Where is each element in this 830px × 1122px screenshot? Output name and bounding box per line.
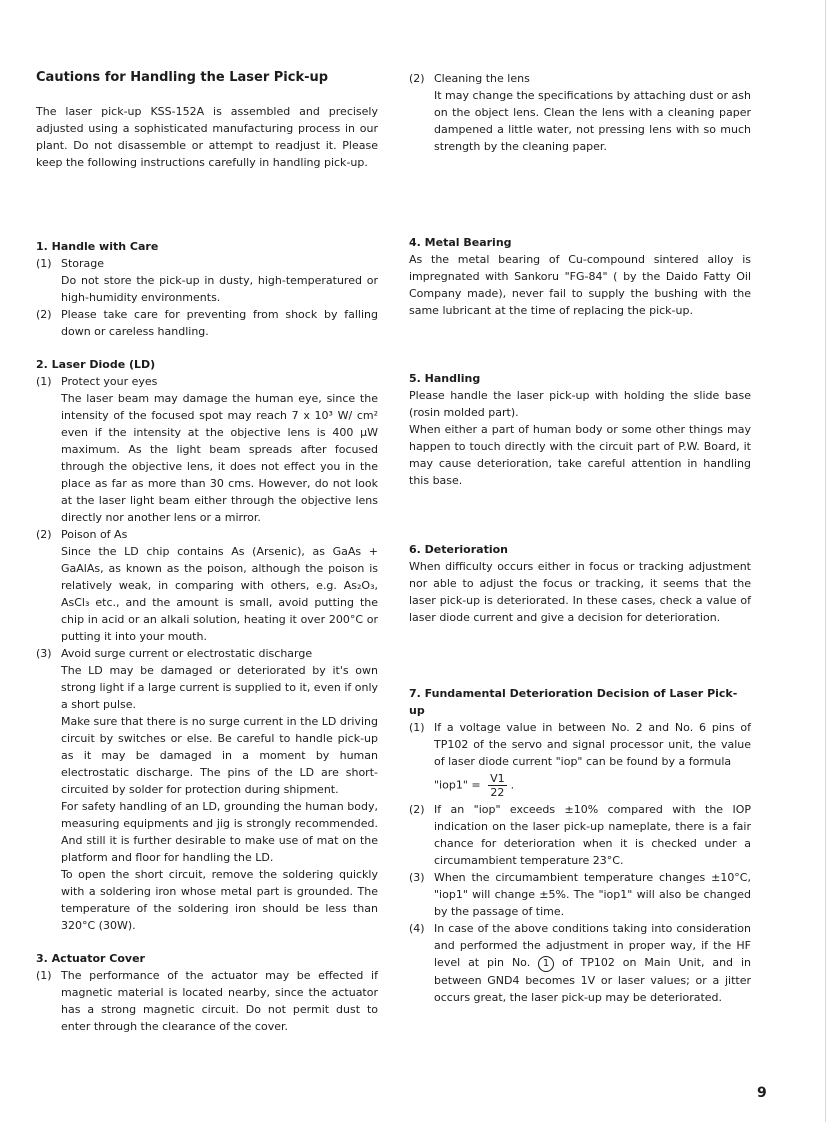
right-column (409, 70, 751, 1004)
intro-paragraph: The laser pick-up KSS-152A is assembled and precisely adjusted using a sophisticated manufacturing process in our plant. Do not disassemble or attempt to readjust it. Please keep the following instructions carefully in handling pick-up. (36, 105, 378, 169)
list-item: (2) Please take care for preventing from shock by falling down or careless handling. (36, 308, 378, 338)
section-laser-diode (36, 356, 378, 934)
section-heading: 2. Laser Diode (LD) (36, 358, 156, 371)
section-metal-bearing (409, 234, 751, 319)
item-title: Protect your eyes (61, 375, 158, 388)
formula-end: . (510, 778, 515, 792)
section-heading: 6. Deterioration (409, 543, 508, 556)
cleaning-lens-item: (2) Cleaning the lens It may change the specifications by attaching dust or ash on the object lens. Clean the lens with a cleaning paper dampened a little water, not pressing lens with so much strength by the cleaning paper. (409, 72, 751, 153)
item-text: Do not store the pick-up in dusty, high-temperatured or high-humidity environments. (61, 274, 378, 304)
list-item: (1) The performance of the actuator may be effected if magnetic material is located nearby, since the actuator has a strong magnetic circuit. Do not permit dust to enter through the clearance of the cover. (36, 969, 378, 1033)
formula-fraction (488, 772, 507, 799)
item-title: Storage (61, 257, 105, 270)
list-item: (2) If an "iop" exceeds ±10% compared with the IOP indication on the laser pick-up nameplate, there is a fair chance for deterioration when it is checked under a circumambient temperature 23°C. (409, 803, 751, 867)
item-title: Cleaning the lens (434, 72, 530, 85)
list-item: (2) Poison of As Since the LD chip contains As (Arsenic), as GaAs + GaAlAs, as known as the poison, although the poison is relatively weak, in comparing with others, e.g. As₂O₃, AsCl₃ etc., and the amount is small, avoid putting the chip in acid or an alkali solution, heating it over 200°C or putting it into your mouth. (36, 528, 378, 643)
item-text: Please take care for preventing from shock by falling down or careless handling. (61, 308, 378, 338)
iop-formula (434, 772, 751, 799)
item-text: Make sure that there is no surge current in the LD driving circuit by switches or else. Be careful to handle pick-up as it may be damaged in a moment by human electrostatic discharge. The pins of the LD are short-circuited by solder for protection during shipment. (61, 715, 378, 796)
section-text: As the metal bearing of Cu-compound sintered alloy is impregnated with Sankoru "FG-84" ( by the Daido Fatty Oil Company made), never fail to supply the bushing with the same lubricant at the time of replacing the pick-up. (409, 253, 751, 317)
item-text: The laser beam may damage the human eye, since the intensity of the focused spot may reach 7 x 10³ W/ cm² even if the intensity at the objective lens is 400 μW maximum. As the light beam spreads after focused through the objective lens, it does not effect you in the place as far as more than 30 cms. However, do not look at the laser light beam either through the objective lens directly nor another lens or a mirror. (61, 392, 378, 524)
list-item: (1) Protect your eyes The laser beam may damage the human eye, since the intensity of the focused spot may reach 7 x 10³ W/ cm² even if the intensity at the objective lens is 400 μW maximum. As the light beam spreads after focused through the objective lens, it does not effect you in the place as far as more than 30 cms. However, do not look at the laser light beam either through the objective lens directly nor another lens or a mirror. (36, 375, 378, 524)
list-item: (4) In case of the above conditions taking into consideration and performed the adjustment in proper way, if the HF level at pin No. 1 of TP102 on Main Unit, and in between GND4 becomes 1V or laser values; or a jitter occurs great, the laser pick-up may be deteriorated. (409, 922, 751, 1004)
item-text: When the circumambient temperature changes ±10°C, "iop1" will change ±5%. The "iop1" will also be changed by the passage of time. (434, 871, 751, 918)
list-item: (1) If a voltage value in between No. 2 and No. 6 pins of TP102 of the servo and signal processor unit, the value of laser diode current "iop" can be found by a formula "iop1" = $\frac{V1}{22}$ . (409, 721, 751, 799)
list-item: (3) When the circumambient temperature changes ±10°C, "iop1" will change ±5%. The "iop1" will also be changed by the passage of time. (409, 871, 751, 918)
item-text: If a voltage value in between No. 2 and No. 6 pins of TP102 of the servo and signal processor unit, the value of laser diode current "iop" can be found by a formula (434, 721, 751, 768)
list-item: (1) Storage Do not store the pick-up in dusty, high-temperatured or high-humidity environments. (36, 257, 378, 304)
section-text: Please handle the laser pick-up with holding the slide base (rosin molded part). (409, 389, 751, 419)
section-heading: 7. Fundamental Deterioration Decision of Laser Pick-up (409, 687, 738, 717)
item-title: Avoid surge current or electrostatic discharge (61, 647, 313, 660)
item-text: To open the short circuit, remove the soldering quickly with a soldering iron whose metal part is grounded. The temperature of the soldering iron should be less than 320°C (30W). (61, 868, 378, 932)
item-title: Poison of As (61, 528, 128, 541)
list-item: (3) Avoid surge current or electrostatic discharge The LD may be damaged or deteriorated by it's own strong light if a large current is supplied to it, even if only a short pulse. Make sure that there is no surge current in the LD driving circuit by switches or else. Be careful to handle pick-up as it may be damaged in a moment by human electrostatic discharge. The pins of the LD are short-circuited by solder for protection during shipment. For safety handling of an LD, grounding the human body, measuring equipments and jig is strongly recommended. And still it is further desirable to make use of mat on the platform and floor for handling the LD. To open the short circuit, remove the soldering quickly with a soldering iron whose metal part is grounded. The temperature of the soldering iron should be less than 320°C (30W). (36, 647, 379, 932)
formula-numerator: V1 (490, 772, 505, 785)
section-heading: 5. Handling (409, 372, 481, 385)
item-text: The performance of the actuator may be effected if magnetic material is located nearby, since the actuator has a strong magnetic circuit. Do not permit dust to enter through the clearance of the cover. (61, 969, 378, 1033)
circled-number-icon: 1 (538, 956, 554, 972)
section-heading: 1. Handle with Care (36, 240, 159, 253)
section-handle-with-care (36, 238, 378, 340)
section-text: When either a part of human body or some other things may happen to touch directly with the circuit part of P.W. Board, it may cause deterioration, take careful attention in handling this base. (409, 423, 751, 487)
page-title: Cautions for Handling the Laser Pick-up (36, 70, 329, 85)
item-text: Since the LD chip contains As (Arsenic), as GaAs + GaAlAs, as known as the poison, although the poison is relatively weak, in comparing with others, e.g. As₂O₃, AsCl₃ etc., and the amount is small, avoid putting the chip in acid or an alkali solution, heating it over 200°C or putting it into your mouth. (61, 545, 378, 643)
section-deterioration-decision (409, 685, 751, 1006)
formula-denominator: 22 (490, 786, 505, 799)
item-text: In case of the above conditions taking into consideration and performed the adjustment in proper way, if the HF level at pin No. 1 of TP102 on Main Unit, and in between GND4 becomes 1V or laser values; or a jitter occurs great, the laser pick-up may be deteriorated. (434, 922, 751, 1004)
item-text: If an "iop" exceeds ±10% compared with the IOP indication on the laser pick-up nameplate, there is a fair chance for deterioration when it is checked under a circumambient temperature 23°C. (434, 803, 751, 867)
page-number: 9 (757, 1085, 767, 1101)
section-heading: 4. Metal Bearing (409, 236, 512, 249)
item-text: For safety handling of an LD, grounding the human body, measuring equipments and jig is strongly recommended. And still it is further desirable to make use of mat on the platform and floor for handling the LD. (61, 800, 378, 864)
section-handling (409, 370, 751, 489)
page-edge-rule (825, 0, 826, 1122)
left-column (36, 70, 379, 1033)
item-text: The LD may be damaged or deteriorated by it's own strong light if a large current is supplied to it, even if only a short pulse. (61, 664, 379, 711)
section-heading: 3. Actuator Cover (36, 952, 145, 965)
section-actuator-cover (36, 950, 378, 1035)
formula-lhs: "iop1" = (434, 778, 481, 792)
section-deterioration (409, 541, 751, 626)
section-text: When difficulty occurs either in focus or tracking adjustment nor able to adjust the focus or tracking, it seems that the laser pick-up is deteriorated. In these cases, check a value of laser diode current and give a decision for deterioration. (409, 560, 751, 624)
item-text: It may change the specifications by attaching dust or ash on the object lens. Clean the lens with a cleaning paper dampened a little water, not pressing lens with so much strength by the cleaning paper. (434, 89, 751, 153)
